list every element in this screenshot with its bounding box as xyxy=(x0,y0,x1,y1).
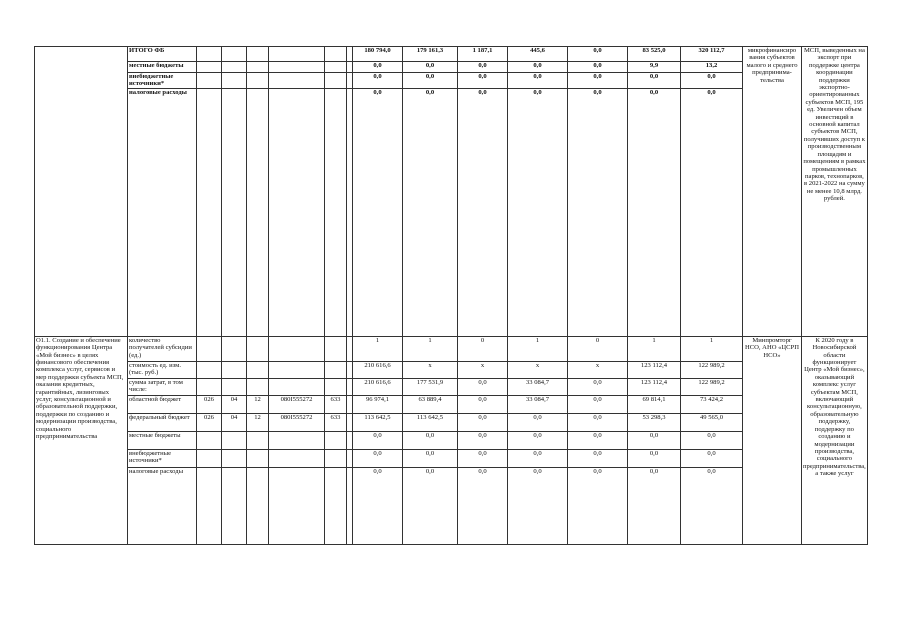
row-value: 0,0 xyxy=(568,62,628,73)
row-value: 0,0 xyxy=(568,413,628,431)
row-value: 0,0 xyxy=(458,449,508,467)
pr-code: 12 xyxy=(247,395,269,413)
row-value: 0,0 xyxy=(353,62,403,73)
pr-code: 12 xyxy=(247,413,269,431)
event-cell-empty xyxy=(35,47,128,337)
vr-code xyxy=(325,467,347,544)
total-value: 179 161,3 xyxy=(403,47,458,62)
csr-code xyxy=(269,431,325,449)
total-row xyxy=(35,47,868,62)
row-value: 0,0 xyxy=(568,73,628,89)
result-cell: К 2020 году в Новосибирской области функционирует Центр «Мой бизнес», оказывающий комплекс услуг субъектам МСП, включающий консультационную, образовательную поддержку, поддержку по созданию и модернизации производства, социального предпринимательства, а также услуг xyxy=(802,336,868,544)
row-value: 1 xyxy=(628,336,681,361)
csr-code: 080I555272 xyxy=(269,395,325,413)
result-cell: МСП, выведенных на экспорт при поддержке центра координации поддержки экспортно-ориентированных субъектов МСП, 195 ед. Увеличен объем инвестиций в основной капитал субъектов МСП, получивших доступ к производственным площадям и помещениям в рамках промышленных парков, технопарков, в 2021-2022 на сумму не менее 10,8 млрд. рублей. xyxy=(802,47,868,337)
rz-code xyxy=(222,449,247,467)
grbs-code xyxy=(197,467,222,544)
row-value: 0,0 xyxy=(403,88,458,336)
row-label: налоговые расходы xyxy=(128,467,197,544)
row-value: 210 616,6 xyxy=(353,361,403,378)
vr-code xyxy=(325,336,347,361)
row-value: 0,0 xyxy=(568,449,628,467)
row-label: сумма затрат, в том числе: xyxy=(128,378,197,395)
row-value: 0,0 xyxy=(403,449,458,467)
rz-code: 04 xyxy=(222,413,247,431)
vr-code xyxy=(325,361,347,378)
row-value: 1 xyxy=(681,336,743,361)
row-value: 0,0 xyxy=(403,467,458,544)
total-value: 180 794,0 xyxy=(353,47,403,62)
row-value: 0,0 xyxy=(353,449,403,467)
table-row xyxy=(35,62,868,73)
row-value: 73 424,2 xyxy=(681,395,743,413)
rz-code xyxy=(222,378,247,395)
row-value: 0,0 xyxy=(508,467,568,544)
row-value: 0,0 xyxy=(568,467,628,544)
total-value: 320 112,7 xyxy=(681,47,743,62)
row-value: x xyxy=(403,361,458,378)
row-value: 0,0 xyxy=(508,413,568,431)
csr-code: 080I555272 xyxy=(269,413,325,431)
rz-code: 04 xyxy=(222,395,247,413)
pr-code xyxy=(247,431,269,449)
row-value: 0,0 xyxy=(681,88,743,336)
row-label: количество получателей субсидии (ед.) xyxy=(128,336,197,361)
pr-code xyxy=(247,467,269,544)
grbs-code xyxy=(197,378,222,395)
row-value: 0,0 xyxy=(628,431,681,449)
rz-code xyxy=(222,336,247,361)
row-value: 0,0 xyxy=(458,413,508,431)
row-value: 0,0 xyxy=(458,431,508,449)
csr-code xyxy=(269,336,325,361)
pr-code xyxy=(247,336,269,361)
row-value: 113 642,5 xyxy=(353,413,403,431)
row-value: 0,0 xyxy=(508,88,568,336)
table-row xyxy=(35,431,868,449)
row-value: 1 xyxy=(508,336,568,361)
grbs-code xyxy=(197,361,222,378)
row-value: 123 112,4 xyxy=(628,361,681,378)
row-value: 0,0 xyxy=(403,431,458,449)
table-row xyxy=(35,88,868,336)
row-value: 0,0 xyxy=(458,395,508,413)
row-value: 63 889,4 xyxy=(403,395,458,413)
rz-code xyxy=(222,361,247,378)
table-row xyxy=(35,395,868,413)
row-label: областной бюджет xyxy=(128,395,197,413)
row-value: 0 xyxy=(458,336,508,361)
total-value: 1 187,1 xyxy=(458,47,508,62)
row-value: 33 084,7 xyxy=(508,395,568,413)
row-value: 0,0 xyxy=(458,62,508,73)
csr-code xyxy=(269,467,325,544)
rz-code xyxy=(222,431,247,449)
row-value: 210 616,6 xyxy=(353,378,403,395)
row-value: 0,0 xyxy=(458,88,508,336)
row-value: 0,0 xyxy=(353,73,403,89)
row-value: x xyxy=(568,361,628,378)
row-value: 113 642,5 xyxy=(403,413,458,431)
row-value: 122 989,2 xyxy=(681,378,743,395)
row-value: 0,0 xyxy=(628,467,681,544)
csr-code xyxy=(269,378,325,395)
row-label: местные бюджеты xyxy=(128,62,197,73)
csr-code xyxy=(269,361,325,378)
row-value: 123 112,4 xyxy=(628,378,681,395)
vr-code xyxy=(325,431,347,449)
row-value: 0,0 xyxy=(628,73,681,89)
csr-code xyxy=(269,449,325,467)
row-value: 177 531,9 xyxy=(403,378,458,395)
row-label: налоговые расходы xyxy=(128,88,197,336)
row-value: 0,0 xyxy=(628,449,681,467)
row-value: 0,0 xyxy=(458,467,508,544)
row-value: x xyxy=(508,361,568,378)
row-value: 69 814,1 xyxy=(628,395,681,413)
rz-code xyxy=(222,467,247,544)
row-label: местные бюджеты xyxy=(128,431,197,449)
table-row xyxy=(35,413,868,431)
vr-code xyxy=(325,378,347,395)
total-value: 445,6 xyxy=(508,47,568,62)
row-value: 0,0 xyxy=(353,88,403,336)
table-row xyxy=(35,449,868,467)
row-value: 0,0 xyxy=(568,431,628,449)
total-label: ИТОГО ФБ xyxy=(128,47,197,62)
table-row xyxy=(35,467,868,544)
pr-code xyxy=(247,361,269,378)
row-value: 0,0 xyxy=(403,73,458,89)
table-row xyxy=(35,73,868,89)
row-value: 49 565,0 xyxy=(681,413,743,431)
table-row xyxy=(35,336,868,361)
row-value: 1 xyxy=(403,336,458,361)
table-row xyxy=(35,378,868,395)
row-value: 33 084,7 xyxy=(508,378,568,395)
pr-code xyxy=(247,449,269,467)
row-value: 53 298,3 xyxy=(628,413,681,431)
row-label: федеральный бюджет xyxy=(128,413,197,431)
row-label: внебюджетные источники* xyxy=(128,449,197,467)
total-value: 0,0 xyxy=(568,47,628,62)
row-value: 0 xyxy=(568,336,628,361)
row-value: 0,0 xyxy=(681,449,743,467)
row-value: 0,0 xyxy=(458,378,508,395)
row-value: 9,9 xyxy=(628,62,681,73)
row-value: 0,0 xyxy=(458,73,508,89)
row-value: x xyxy=(458,361,508,378)
row-label: внебюджетные источники* xyxy=(128,73,197,89)
table-row xyxy=(35,361,868,378)
total-value: 83 525,0 xyxy=(628,47,681,62)
row-value: 1 xyxy=(353,336,403,361)
event-description: О1.1. Создание и обеспечение функционирования Центра «Мой бизнес» в целях финансового обеспечения комплекса услуг, сервисов и мер поддержки субъекта МСП, оказания кредитных, гарантийных, лизинговых услуг, консультационной и образовательной поддержки, поддержки по созданию и модернизации производства, социального предпринимательства xyxy=(35,336,128,544)
row-value: 0,0 xyxy=(403,62,458,73)
row-value: 0,0 xyxy=(568,88,628,336)
row-value: 122 989,2 xyxy=(681,361,743,378)
vr-code xyxy=(325,449,347,467)
executor-cell: Минпромторг НСО, АНО «ЦСРП НСО» xyxy=(743,336,802,544)
pr-code xyxy=(247,378,269,395)
row-value: 0,0 xyxy=(568,395,628,413)
row-value: 0,0 xyxy=(508,62,568,73)
grbs-code: 026 xyxy=(197,413,222,431)
row-value: 0,0 xyxy=(628,88,681,336)
row-value: 0,0 xyxy=(508,431,568,449)
row-value: 13,2 xyxy=(681,62,743,73)
row-value: 0,0 xyxy=(568,378,628,395)
row-value: 0,0 xyxy=(681,467,743,544)
row-label: стоимость ед. изм. (тыс. руб.) xyxy=(128,361,197,378)
vr-code: 633 xyxy=(325,413,347,431)
row-value: 0,0 xyxy=(353,467,403,544)
row-value: 0,0 xyxy=(508,449,568,467)
executor-cell: микрофинансиро вания субъектов малого и среднего предпринима- тельства xyxy=(743,47,802,337)
row-value: 0,0 xyxy=(681,73,743,89)
row-value: 0,0 xyxy=(508,73,568,89)
row-value: 96 974,1 xyxy=(353,395,403,413)
grbs-code: 026 xyxy=(197,395,222,413)
grbs-code xyxy=(197,431,222,449)
program-table xyxy=(34,46,868,545)
grbs-code xyxy=(197,449,222,467)
grbs-code xyxy=(197,336,222,361)
row-value: 0,0 xyxy=(681,431,743,449)
vr-code: 633 xyxy=(325,395,347,413)
row-value: 0,0 xyxy=(353,431,403,449)
